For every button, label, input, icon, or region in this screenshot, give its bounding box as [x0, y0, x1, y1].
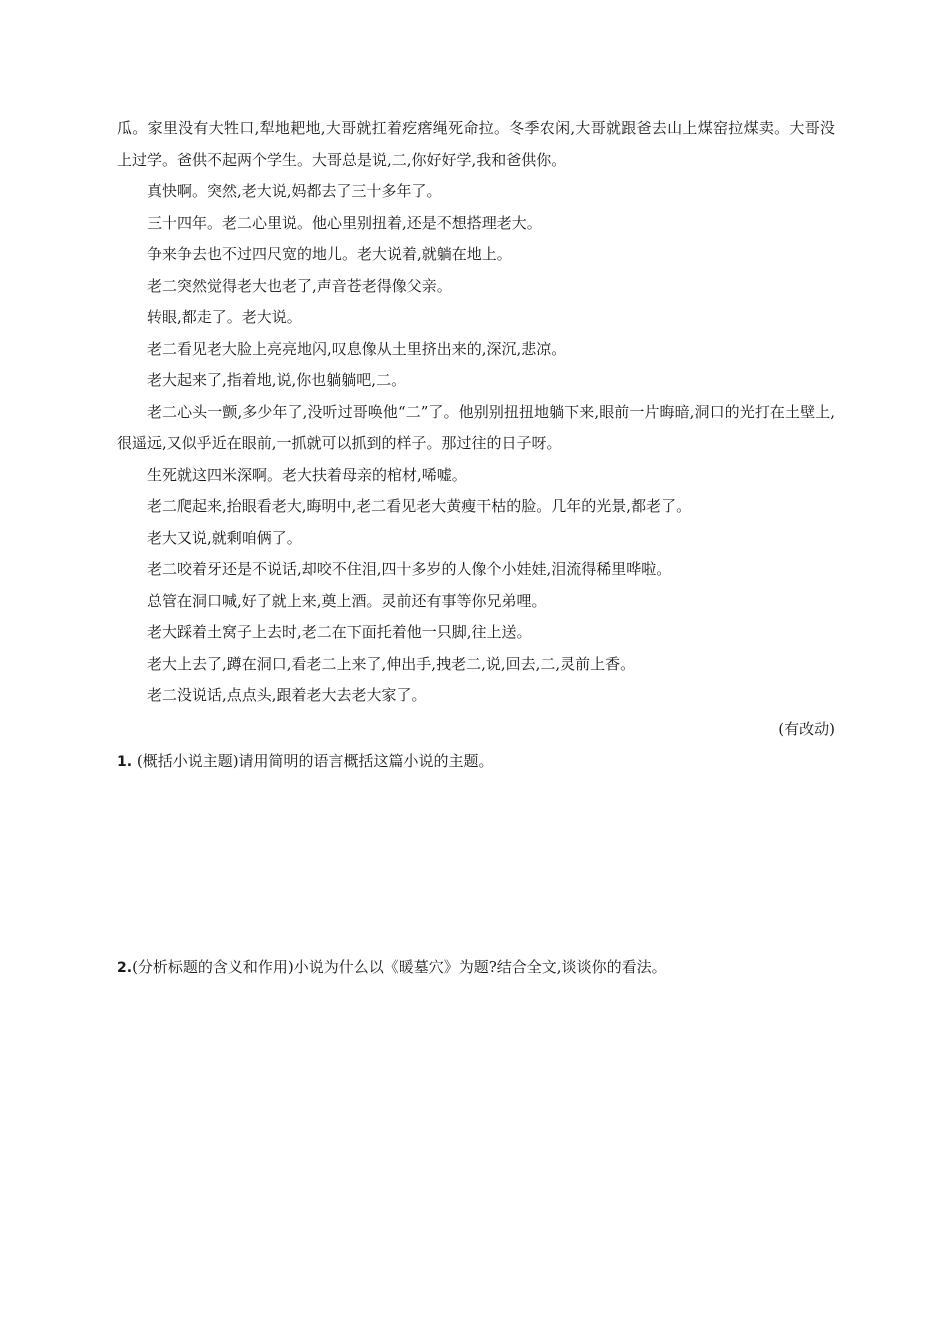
question-2: [117, 955, 835, 980]
story-paragraph: 老二心头一颤,多少年了,没听过哥唤他“二”了。他别别扭扭地躺下来,眼前一片晦暗,洞口的光打在土壁上,很遥远,又似乎近在眼前,一抓就可以抓到的样子。那过往的日子呀。: [117, 402, 835, 452]
story-paragraph: 总管在洞口喊,好了就上来,奠上酒。灵前还有事等你兄弟哩。: [147, 591, 547, 610]
question-number: 2.: [117, 960, 133, 976]
story-paragraph: 老二看见老大脸上亮亮地闪,叹息像从土里挤出来的,深沉,悲凉。: [147, 339, 567, 358]
question-1: [117, 749, 835, 774]
story-paragraph: 瓜。家里没有大牲口,犁地耙地,大哥就扛着疙瘩绳死命拉。冬季农闲,大哥就跟爸去山上煤窑拉煤卖。大哥没上过学。爸供不起两个学生。大哥总是说,二,你好好学,我和爸供你。: [117, 119, 835, 169]
question-text: (概括小说主题)请用简明的语言概括这篇小说的主题。: [136, 752, 494, 770]
story-paragraph: 三十四年。老二心里说。他心里别扭着,还是不想搭理老大。: [147, 213, 542, 232]
story-paragraph: 老大上去了,蹲在洞口,看老二上来了,伸出手,拽老二,说,回去,二,灵前上香。: [147, 654, 636, 673]
story-paragraph: 真快啊。突然,老大说,妈都去了三十多年了。: [147, 182, 442, 200]
story-paragraph: 老二咬着牙还是不说话,却咬不住泪,四十多岁的人像个小娃娃,泪流得稀里哗啦。: [147, 560, 672, 578]
story-paragraph: 老大又说,就剩咱俩了。: [147, 528, 302, 547]
story-paragraph: 争来争去也不过四尺宽的地儿。老大说着,就躺在地上。: [147, 245, 512, 263]
story-paragraph: 老大起来了,指着地,说,你也躺躺吧,二。: [147, 371, 407, 389]
question-text: (分析标题的含义和作用)小说为什么以《暖墓穴》为题?结合全文,谈谈你的看法。: [132, 958, 667, 976]
story-paragraph: 生死就这四米深啊。老大扶着母亲的棺材,唏嘘。: [147, 465, 467, 484]
source-note: (有改动): [778, 720, 835, 738]
story-paragraph: 老二爬起来,抬眼看老大,晦明中,老二看见老大黄瘦干枯的脸。几年的光景,都老了。: [147, 497, 692, 515]
story-paragraph: 老二突然觉得老大也老了,声音苍老得像父亲。: [147, 276, 452, 295]
story-text: [117, 113, 835, 712]
question-number: 1.: [117, 754, 133, 770]
story-paragraph: 老二没说话,点点头,跟着老大去老大家了。: [147, 686, 427, 704]
story-paragraph: 老大踩着土窝子上去时,老二在下面托着他一只脚,往上送。: [147, 623, 532, 641]
story-paragraph: 转眼,都走了。老大说。: [147, 308, 302, 326]
